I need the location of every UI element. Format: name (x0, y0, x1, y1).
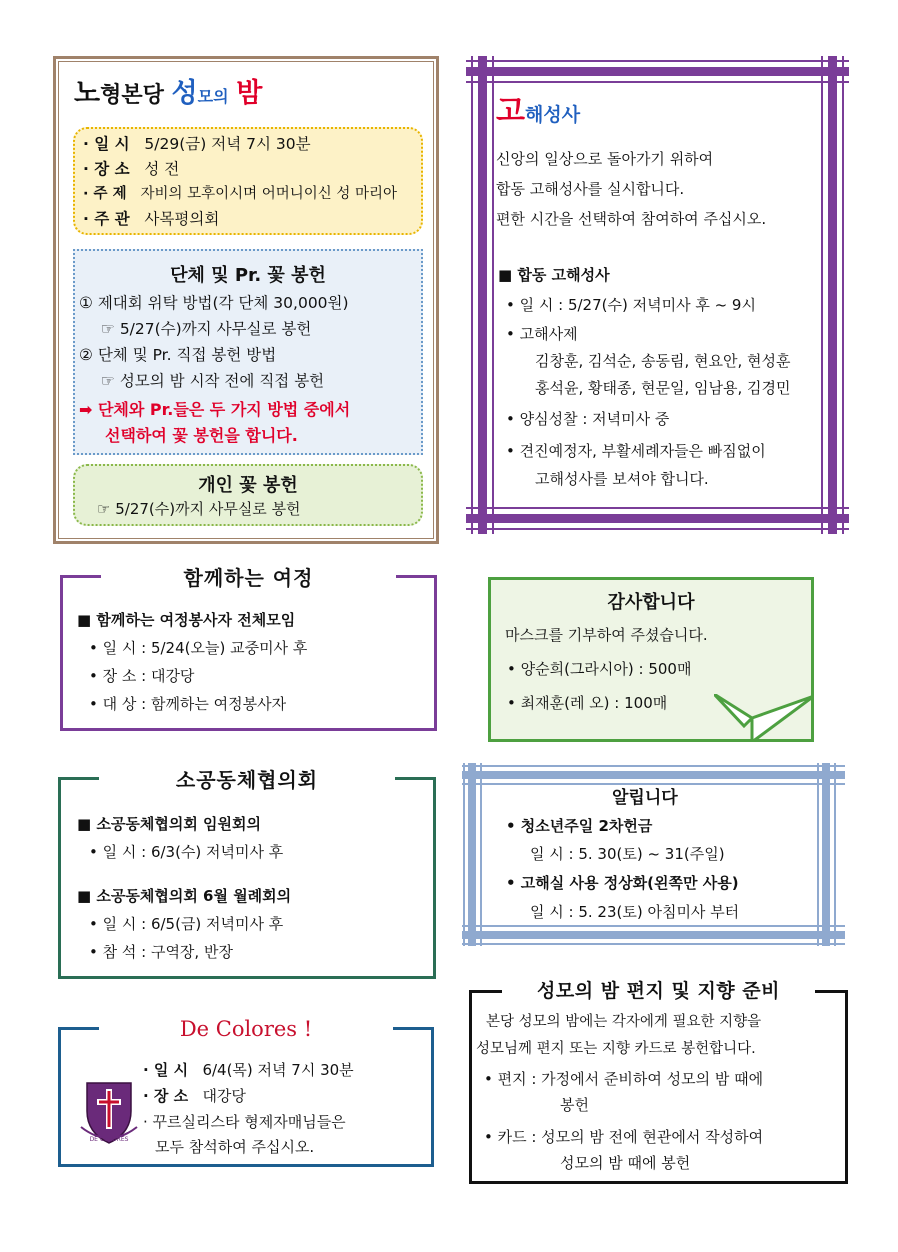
frame-line (834, 763, 836, 946)
letter-item: • 카드 : 성모의 밤 전에 현관에서 작성하여 (484, 1128, 764, 1146)
info-row-theme: · 주 제 자비의 모후이시며 어머니이신 성 마리아 (83, 186, 398, 202)
thanks-box (488, 577, 814, 742)
personal-flower-panel (73, 464, 423, 526)
notice-title: 알립니다 (612, 788, 678, 808)
de-colores-title: De Colores ! (179, 1017, 313, 1041)
confession-priests: 홍석윤, 황태종, 현문일, 임남용, 김경민 (535, 379, 791, 397)
personal-flower-line: ☞ 5/27(수)까지 사무실로 봉헌 (97, 500, 301, 518)
group-note: ➡ 단체와 Pr.들은 두 가지 방법 중에서 (79, 400, 351, 419)
de-colores-row: · 일 시 6/4(목) 저녁 7시 30분 (143, 1061, 354, 1079)
committee-section: ■ 소공동체협의회 6월 월례회의 (77, 887, 292, 905)
frame-bar (468, 763, 476, 946)
notice-detail: 일 시 : 5. 30(토) ~ 31(주일) (530, 845, 725, 863)
letter-box (469, 980, 848, 1184)
thanks-intro: 마스크를 기부하여 주셨습니다. (505, 626, 708, 644)
notice-detail: 일 시 : 5. 23(토) 아침미사 부터 (530, 903, 740, 921)
confession-item: • 양심성찰 : 저녁미사 중 (506, 410, 670, 428)
group-note: 선택하여 꽃 봉헌을 합니다. (105, 426, 298, 445)
group-line: ② 단체 및 Pr. 직접 봉헌 방법 (79, 346, 277, 364)
de-colores-row: · 장 소 대강당 (143, 1087, 246, 1105)
confession-item: 고해성사를 보셔야 합니다. (535, 470, 709, 488)
frame-line (842, 56, 844, 534)
journey-section: ■ 함께하는 여정봉사자 전체모임 (77, 611, 296, 629)
info-row-place: · 장 소 성 전 (83, 160, 180, 178)
frame-line (462, 925, 845, 927)
thanks-title: 감사합니다 (607, 592, 695, 613)
frame-line (471, 56, 473, 534)
committee-box (58, 768, 436, 979)
frame-bar (462, 931, 845, 939)
frame-bar (822, 763, 830, 946)
de-colores-note: · 꾸르실리스타 형제자매님들은 (143, 1113, 346, 1131)
de-colores-box (58, 1017, 434, 1167)
frame-bar (462, 771, 845, 779)
frame-line (466, 60, 849, 62)
committee-item: • 일 시 : 6/5(금) 저녁미사 후 (89, 915, 284, 933)
info-row-host: · 주 관 사목평의회 (83, 210, 220, 228)
committee-item: • 일 시 : 6/3(수) 저녁미사 후 (89, 843, 284, 861)
frame-bar (828, 56, 837, 534)
confession-priests: 김창훈, 김석순, 송동림, 현요안, 현성훈 (535, 352, 791, 370)
personal-flower-title: 개인 꽃 봉헌 (198, 475, 298, 496)
confession-section: ■ 합동 고해성사 (498, 266, 610, 284)
confession-title: 고해성사 (496, 94, 581, 129)
de-colores-note: 모두 참석하여 주십시오. (155, 1138, 315, 1156)
journey-box (60, 566, 437, 731)
thanks-item: • 최재훈(레 오) : 100매 (507, 694, 668, 712)
frame-line (463, 763, 465, 946)
frame-bar (466, 67, 849, 76)
journey-item: • 일 시 : 5/24(오늘) 교중미사 후 (89, 639, 308, 657)
svg-text:DE COLORES: DE COLORES (89, 1136, 129, 1143)
group-flower-title: 단체 및 Pr. 꽃 봉헌 (170, 265, 326, 286)
confession-item: • 견진예정자, 부활세례자들은 빠짐없이 (506, 442, 766, 460)
confession-item: • 일 시 : 5/27(수) 저녁미사 후 ~ 9시 (506, 296, 756, 314)
notice-item: • 고해실 사용 정상화(왼쪽만 사용) (506, 874, 739, 892)
notice-item: • 청소년주일 2차헌금 (506, 817, 653, 835)
group-line: ① 제대회 위탁 방법(각 단체 30,000원) (79, 294, 349, 312)
frame-line (817, 763, 819, 946)
cursillo-logo-icon (79, 1077, 139, 1147)
thanks-item: • 양순희(그라시아) : 500매 (507, 660, 692, 678)
letter-item-cont: 봉헌 (560, 1096, 589, 1114)
confession-intro: 신앙의 일상으로 돌아가기 위하여 (496, 150, 714, 168)
frame-line (462, 765, 845, 767)
frame-line (466, 528, 849, 530)
frame-line (480, 763, 482, 946)
confession-content (494, 78, 824, 518)
letter-item: • 편지 : 가정에서 준비하여 성모의 밤 때에 (484, 1070, 764, 1088)
journey-item: • 대 상 : 함께하는 여정봉사자 (89, 695, 287, 713)
mary-night-title: 노형본당 성모의 밤 (74, 78, 263, 109)
letter-intro: 본당 성모의 밤에는 각자에게 필요한 지향을 (486, 1014, 762, 1030)
mary-night-box (53, 56, 439, 544)
confession-box (466, 56, 849, 534)
frame-bar (478, 56, 487, 534)
letter-title: 성모의 밤 편지 및 지향 준비 (537, 980, 780, 1002)
info-row-time: · 일 시 5/29(금) 저녁 7시 30분 (83, 135, 311, 153)
letter-intro: 성모님께 편지 또는 지향 카드로 봉헌합니다. (476, 1041, 756, 1057)
letter-item-cont: 성모의 밤 때에 봉헌 (560, 1154, 691, 1172)
committee-title: 소공동체협의회 (175, 768, 319, 792)
mary-night-info-panel (73, 127, 423, 235)
group-flower-panel (73, 249, 423, 455)
journey-item: • 장 소 : 대강당 (89, 667, 195, 685)
confession-intro: 편한 시간을 선택하여 참여하여 주십시오. (496, 210, 767, 228)
frame-line (462, 943, 845, 945)
journey-title: 함께하는 여정 (183, 566, 314, 590)
group-line: ☞ 성모의 밤 시작 전에 직접 봉헌 (101, 372, 325, 390)
notice-box (462, 763, 845, 946)
confession-intro: 합동 고해성사를 실시합니다. (496, 180, 685, 198)
confession-item: • 고해사제 (506, 325, 578, 343)
page-curl-decoration (714, 694, 814, 742)
committee-section: ■ 소공동체협의회 임원회의 (77, 815, 262, 833)
committee-item: • 참 석 : 구역장, 반장 (89, 943, 233, 961)
group-line: ☞ 5/27(수)까지 사무실로 봉헌 (101, 320, 312, 338)
